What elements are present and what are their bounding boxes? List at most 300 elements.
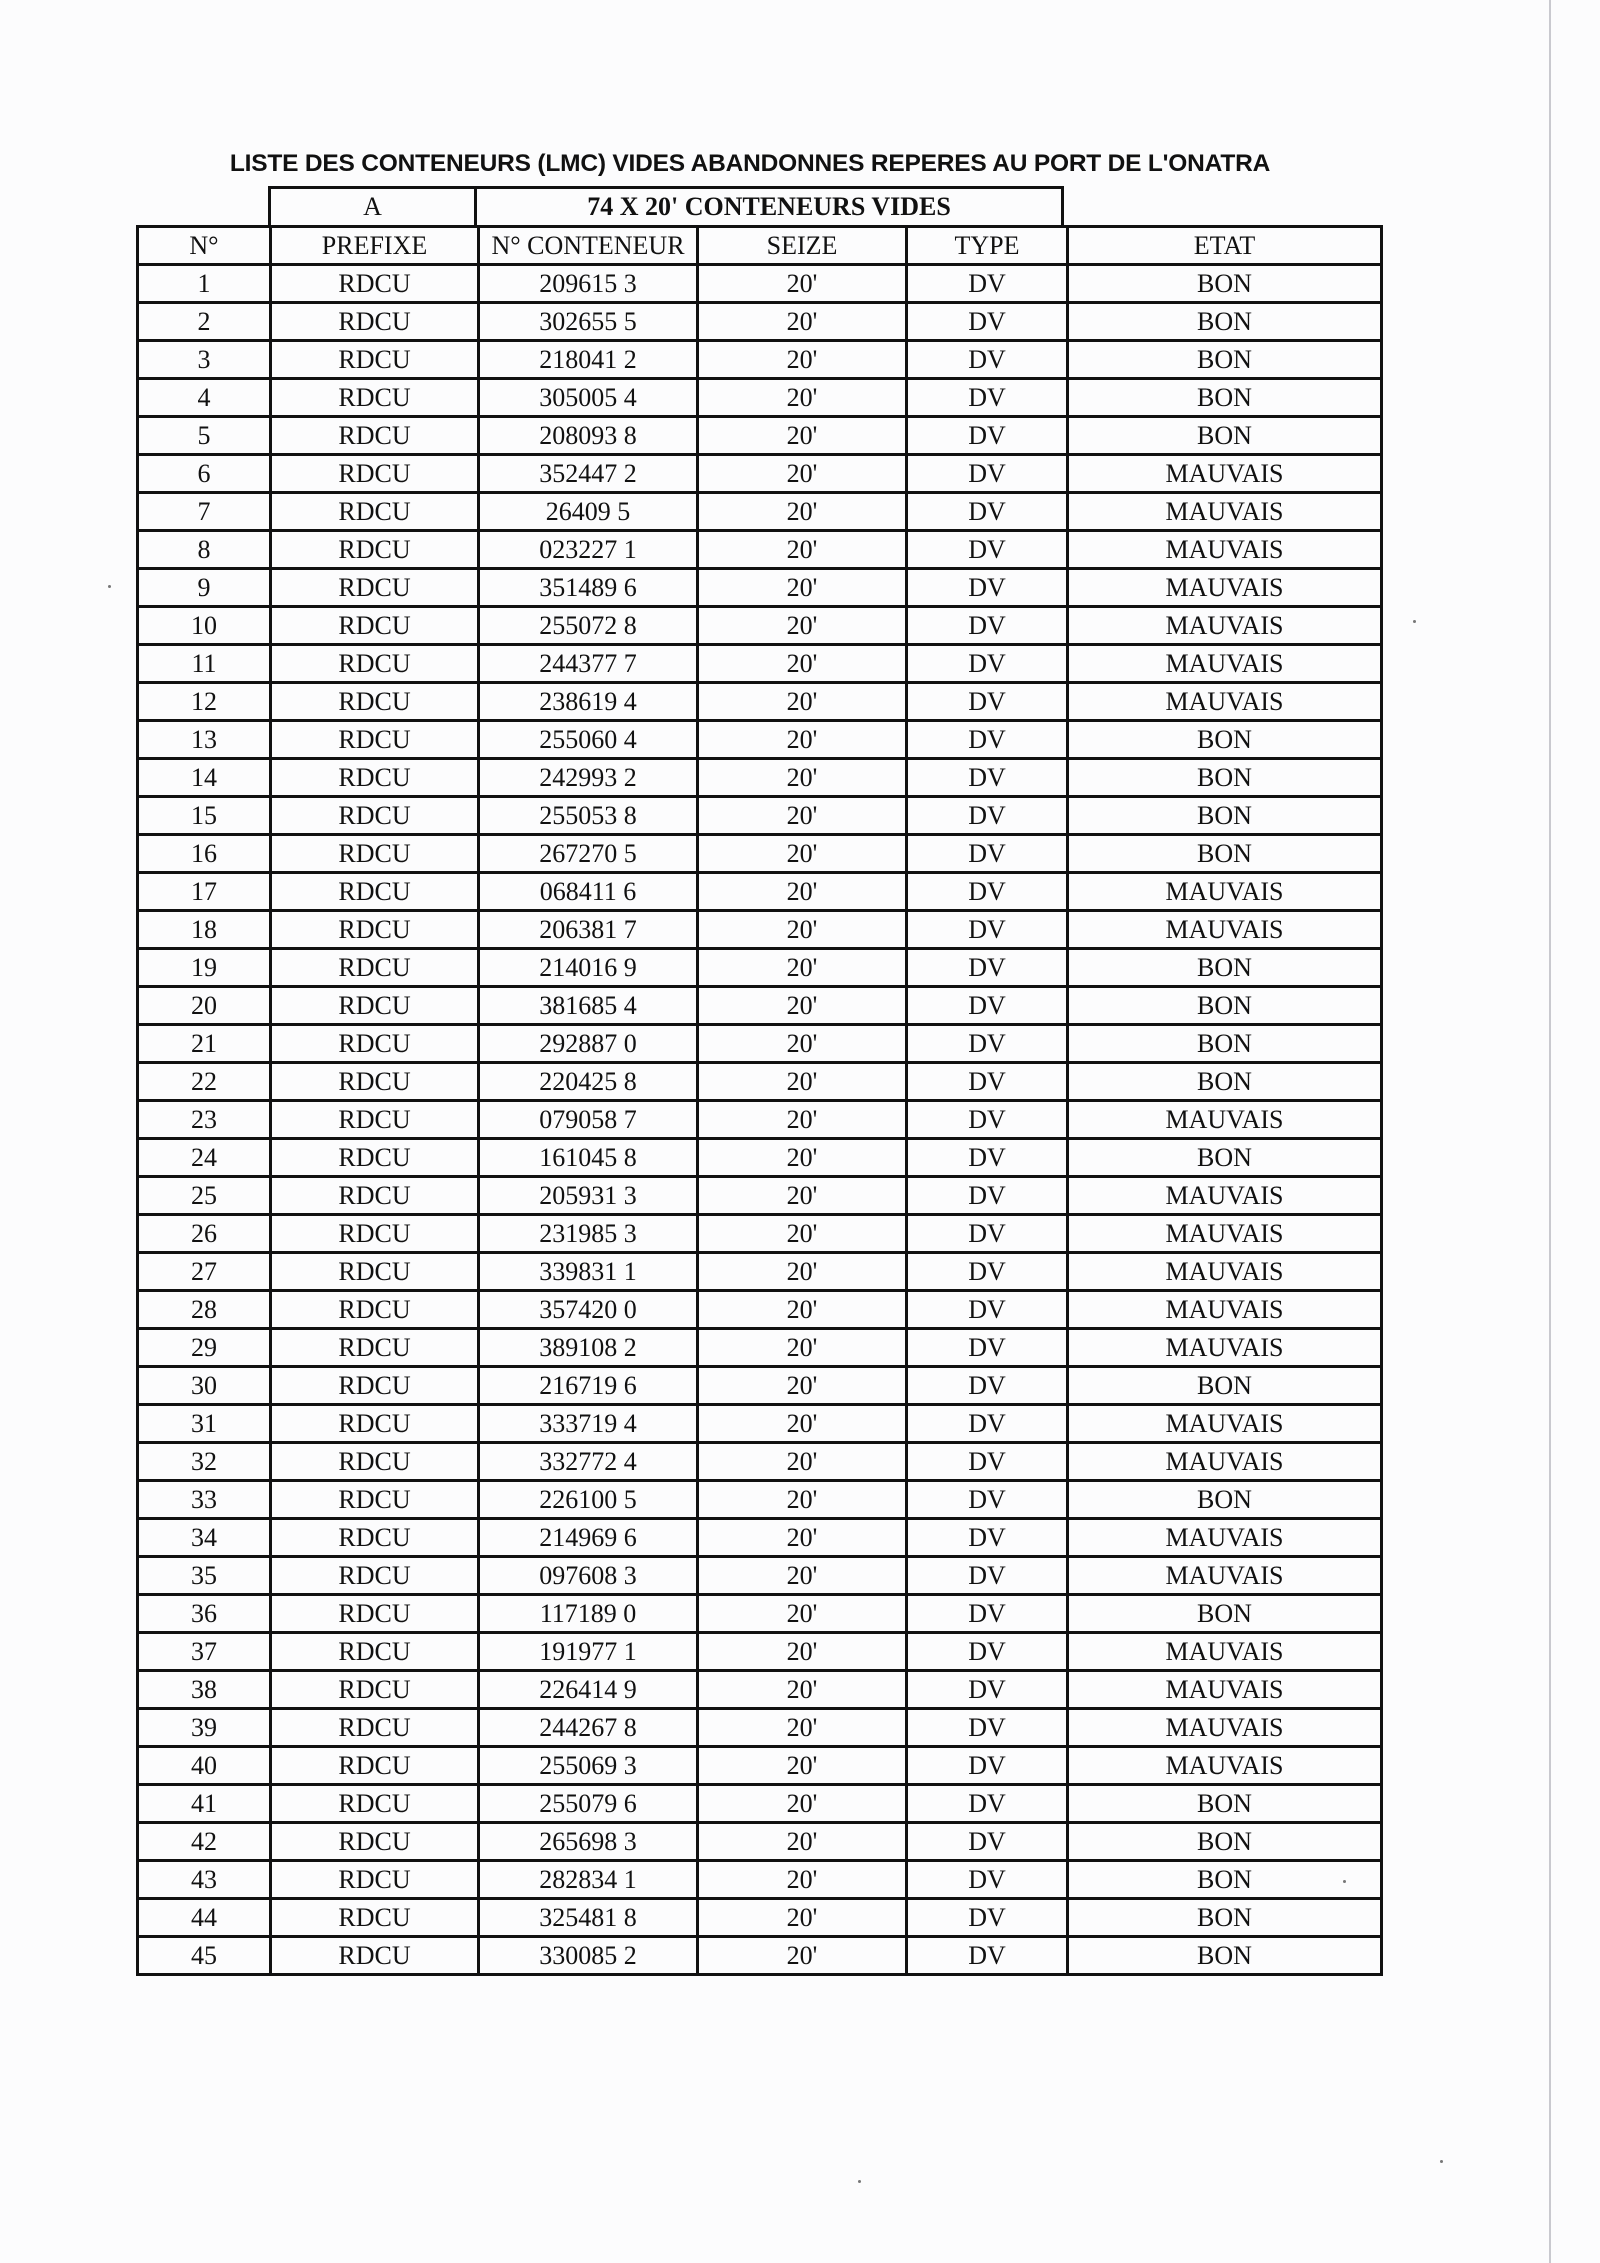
- cell-prefix: RDCU: [271, 493, 479, 531]
- cell-container-number: 226100 5: [479, 1481, 698, 1519]
- cell-row-number: 5: [138, 417, 271, 455]
- cell-type: DV: [907, 1367, 1068, 1405]
- cell-prefix: RDCU: [271, 531, 479, 569]
- cell-type: DV: [907, 759, 1068, 797]
- cell-state: BON: [1068, 759, 1382, 797]
- cell-row-number: 36: [138, 1595, 271, 1633]
- cell-state: MAUVAIS: [1068, 683, 1382, 721]
- col-header-prefix: PREFIXE: [271, 227, 479, 265]
- col-header-container-number: N° CONTENEUR: [479, 227, 698, 265]
- cell-size: 20': [698, 493, 907, 531]
- cell-state: BON: [1068, 379, 1382, 417]
- cell-container-number: 333719 4: [479, 1405, 698, 1443]
- cell-state: MAUVAIS: [1068, 455, 1382, 493]
- cell-size: 20': [698, 455, 907, 493]
- cell-type: DV: [907, 1063, 1068, 1101]
- cell-container-number: 282834 1: [479, 1861, 698, 1899]
- table-row: [138, 265, 1382, 303]
- cell-row-number: 12: [138, 683, 271, 721]
- table-row: [138, 493, 1382, 531]
- cell-state: BON: [1068, 1899, 1382, 1937]
- cell-state: BON: [1068, 949, 1382, 987]
- cell-row-number: 41: [138, 1785, 271, 1823]
- cell-prefix: RDCU: [271, 303, 479, 341]
- cell-row-number: 26: [138, 1215, 271, 1253]
- cell-container-number: 208093 8: [479, 417, 698, 455]
- cell-state: BON: [1068, 1861, 1382, 1899]
- cell-state: MAUVAIS: [1068, 569, 1382, 607]
- cell-size: 20': [698, 1823, 907, 1861]
- cell-size: 20': [698, 759, 907, 797]
- cell-size: 20': [698, 303, 907, 341]
- cell-prefix: RDCU: [271, 417, 479, 455]
- cell-type: DV: [907, 1595, 1068, 1633]
- cell-state: BON: [1068, 265, 1382, 303]
- cell-prefix: RDCU: [271, 1253, 479, 1291]
- cell-type: DV: [907, 911, 1068, 949]
- cell-container-number: 117189 0: [479, 1595, 698, 1633]
- cell-type: DV: [907, 1671, 1068, 1709]
- cell-prefix: RDCU: [271, 1557, 479, 1595]
- cell-size: 20': [698, 1101, 907, 1139]
- cell-type: DV: [907, 455, 1068, 493]
- group-header-a: A: [268, 186, 477, 225]
- cell-type: DV: [907, 721, 1068, 759]
- cell-container-number: 352447 2: [479, 455, 698, 493]
- cell-state: MAUVAIS: [1068, 873, 1382, 911]
- cell-prefix: RDCU: [271, 1215, 479, 1253]
- table-row: [138, 1443, 1382, 1481]
- cell-container-number: 292887 0: [479, 1025, 698, 1063]
- cell-container-number: 238619 4: [479, 683, 698, 721]
- cell-size: 20': [698, 873, 907, 911]
- cell-size: 20': [698, 341, 907, 379]
- cell-type: DV: [907, 645, 1068, 683]
- cell-type: DV: [907, 531, 1068, 569]
- cell-size: 20': [698, 1215, 907, 1253]
- col-header-state: ETAT: [1068, 227, 1382, 265]
- group-header-containers: 74 X 20' CONTENEURS VIDES: [474, 186, 1064, 225]
- cell-type: DV: [907, 379, 1068, 417]
- cell-container-number: 244267 8: [479, 1709, 698, 1747]
- cell-row-number: 38: [138, 1671, 271, 1709]
- cell-type: DV: [907, 569, 1068, 607]
- cell-prefix: RDCU: [271, 1481, 479, 1519]
- cell-prefix: RDCU: [271, 1443, 479, 1481]
- cell-type: DV: [907, 1443, 1068, 1481]
- cell-state: MAUVAIS: [1068, 1443, 1382, 1481]
- cell-container-number: 216719 6: [479, 1367, 698, 1405]
- table-row: [138, 987, 1382, 1025]
- cell-size: 20': [698, 797, 907, 835]
- cell-container-number: 209615 3: [479, 265, 698, 303]
- cell-state: MAUVAIS: [1068, 1253, 1382, 1291]
- cell-state: BON: [1068, 797, 1382, 835]
- cell-type: DV: [907, 873, 1068, 911]
- table-row: [138, 379, 1382, 417]
- cell-type: DV: [907, 1557, 1068, 1595]
- cell-type: DV: [907, 835, 1068, 873]
- cell-row-number: 17: [138, 873, 271, 911]
- cell-type: DV: [907, 1633, 1068, 1671]
- table-row: [138, 797, 1382, 835]
- cell-type: DV: [907, 493, 1068, 531]
- cell-type: DV: [907, 1177, 1068, 1215]
- cell-row-number: 21: [138, 1025, 271, 1063]
- cell-prefix: RDCU: [271, 873, 479, 911]
- cell-state: MAUVAIS: [1068, 1633, 1382, 1671]
- cell-row-number: 22: [138, 1063, 271, 1101]
- cell-container-number: 325481 8: [479, 1899, 698, 1937]
- cell-row-number: 15: [138, 797, 271, 835]
- cell-state: MAUVAIS: [1068, 1177, 1382, 1215]
- cell-container-number: 255079 6: [479, 1785, 698, 1823]
- table-row: [138, 1595, 1382, 1633]
- cell-prefix: RDCU: [271, 683, 479, 721]
- table-row: [138, 1291, 1382, 1329]
- cell-container-number: 255053 8: [479, 797, 698, 835]
- cell-container-number: 205931 3: [479, 1177, 698, 1215]
- cell-type: DV: [907, 1937, 1068, 1975]
- cell-state: MAUVAIS: [1068, 1747, 1382, 1785]
- cell-row-number: 35: [138, 1557, 271, 1595]
- cell-type: DV: [907, 683, 1068, 721]
- cell-container-number: 079058 7: [479, 1101, 698, 1139]
- table-header-row: [138, 227, 1382, 265]
- page-edge: [1549, 0, 1551, 2263]
- cell-container-number: 242993 2: [479, 759, 698, 797]
- cell-state: MAUVAIS: [1068, 1709, 1382, 1747]
- table-row: [138, 455, 1382, 493]
- table-row: [138, 531, 1382, 569]
- cell-state: MAUVAIS: [1068, 911, 1382, 949]
- table-row: [138, 569, 1382, 607]
- cell-container-number: 330085 2: [479, 1937, 698, 1975]
- cell-prefix: RDCU: [271, 911, 479, 949]
- cell-row-number: 25: [138, 1177, 271, 1215]
- cell-container-number: 161045 8: [479, 1139, 698, 1177]
- cell-size: 20': [698, 1709, 907, 1747]
- cell-row-number: 16: [138, 835, 271, 873]
- cell-row-number: 32: [138, 1443, 271, 1481]
- scan-speck: [858, 2180, 861, 2183]
- cell-container-number: 357420 0: [479, 1291, 698, 1329]
- table-row: [138, 1405, 1382, 1443]
- cell-state: BON: [1068, 835, 1382, 873]
- table-row: [138, 1139, 1382, 1177]
- cell-prefix: RDCU: [271, 379, 479, 417]
- cell-row-number: 44: [138, 1899, 271, 1937]
- cell-type: DV: [907, 987, 1068, 1025]
- cell-container-number: 332772 4: [479, 1443, 698, 1481]
- cell-state: BON: [1068, 1481, 1382, 1519]
- cell-container-number: 26409 5: [479, 493, 698, 531]
- table-row: [138, 1633, 1382, 1671]
- cell-type: DV: [907, 1139, 1068, 1177]
- scan-speck: [108, 585, 111, 588]
- cell-type: DV: [907, 303, 1068, 341]
- cell-container-number: 023227 1: [479, 531, 698, 569]
- cell-row-number: 34: [138, 1519, 271, 1557]
- cell-prefix: RDCU: [271, 721, 479, 759]
- table-row: [138, 417, 1382, 455]
- cell-prefix: RDCU: [271, 341, 479, 379]
- cell-row-number: 29: [138, 1329, 271, 1367]
- cell-state: BON: [1068, 341, 1382, 379]
- table-row: [138, 1063, 1382, 1101]
- cell-container-number: 255060 4: [479, 721, 698, 759]
- cell-prefix: RDCU: [271, 1329, 479, 1367]
- cell-size: 20': [698, 1405, 907, 1443]
- cell-container-number: 226414 9: [479, 1671, 698, 1709]
- cell-state: MAUVAIS: [1068, 1557, 1382, 1595]
- cell-container-number: 381685 4: [479, 987, 698, 1025]
- cell-state: BON: [1068, 987, 1382, 1025]
- table-row: [138, 1557, 1382, 1595]
- cell-size: 20': [698, 683, 907, 721]
- cell-state: BON: [1068, 1595, 1382, 1633]
- cell-size: 20': [698, 1519, 907, 1557]
- cell-state: BON: [1068, 303, 1382, 341]
- cell-type: DV: [907, 949, 1068, 987]
- cell-prefix: RDCU: [271, 1519, 479, 1557]
- cell-state: BON: [1068, 1785, 1382, 1823]
- cell-size: 20': [698, 1329, 907, 1367]
- cell-prefix: RDCU: [271, 455, 479, 493]
- cell-type: DV: [907, 797, 1068, 835]
- cell-container-number: 231985 3: [479, 1215, 698, 1253]
- table-row: [138, 303, 1382, 341]
- cell-prefix: RDCU: [271, 1139, 479, 1177]
- cell-size: 20': [698, 645, 907, 683]
- cell-size: 20': [698, 1443, 907, 1481]
- cell-size: 20': [698, 987, 907, 1025]
- cell-row-number: 45: [138, 1937, 271, 1975]
- cell-type: DV: [907, 1519, 1068, 1557]
- cell-type: DV: [907, 1709, 1068, 1747]
- cell-container-number: 302655 5: [479, 303, 698, 341]
- cell-size: 20': [698, 1937, 907, 1975]
- cell-state: BON: [1068, 721, 1382, 759]
- cell-state: BON: [1068, 1025, 1382, 1063]
- cell-row-number: 31: [138, 1405, 271, 1443]
- cell-row-number: 20: [138, 987, 271, 1025]
- table-row: [138, 1823, 1382, 1861]
- cell-state: BON: [1068, 1367, 1382, 1405]
- cell-container-number: 255069 3: [479, 1747, 698, 1785]
- cell-prefix: RDCU: [271, 1595, 479, 1633]
- cell-container-number: 267270 5: [479, 835, 698, 873]
- cell-state: BON: [1068, 1823, 1382, 1861]
- cell-container-number: 265698 3: [479, 1823, 698, 1861]
- cell-container-number: 305005 4: [479, 379, 698, 417]
- cell-prefix: RDCU: [271, 835, 479, 873]
- table-row: [138, 721, 1382, 759]
- cell-size: 20': [698, 417, 907, 455]
- cell-row-number: 42: [138, 1823, 271, 1861]
- cell-prefix: RDCU: [271, 1025, 479, 1063]
- cell-prefix: RDCU: [271, 1101, 479, 1139]
- cell-prefix: RDCU: [271, 1709, 479, 1747]
- scan-speck: [1343, 1880, 1346, 1883]
- cell-row-number: 33: [138, 1481, 271, 1519]
- col-header-number: N°: [138, 227, 271, 265]
- cell-state: BON: [1068, 1063, 1382, 1101]
- cell-size: 20': [698, 1139, 907, 1177]
- cell-size: 20': [698, 1367, 907, 1405]
- cell-state: MAUVAIS: [1068, 1101, 1382, 1139]
- cell-prefix: RDCU: [271, 1937, 479, 1975]
- table-row: [138, 645, 1382, 683]
- cell-state: MAUVAIS: [1068, 531, 1382, 569]
- cell-type: DV: [907, 1291, 1068, 1329]
- cell-type: DV: [907, 1899, 1068, 1937]
- cell-prefix: RDCU: [271, 1823, 479, 1861]
- cell-row-number: 37: [138, 1633, 271, 1671]
- cell-prefix: RDCU: [271, 1671, 479, 1709]
- cell-row-number: 40: [138, 1747, 271, 1785]
- table-row: [138, 911, 1382, 949]
- cell-row-number: 1: [138, 265, 271, 303]
- cell-row-number: 14: [138, 759, 271, 797]
- cell-size: 20': [698, 1063, 907, 1101]
- cell-size: 20': [698, 607, 907, 645]
- cell-row-number: 3: [138, 341, 271, 379]
- cell-state: BON: [1068, 1139, 1382, 1177]
- cell-prefix: RDCU: [271, 607, 479, 645]
- cell-prefix: RDCU: [271, 759, 479, 797]
- cell-prefix: RDCU: [271, 1899, 479, 1937]
- cell-type: DV: [907, 1215, 1068, 1253]
- cell-size: 20': [698, 1253, 907, 1291]
- scan-speck: [1413, 620, 1416, 623]
- cell-state: MAUVAIS: [1068, 645, 1382, 683]
- table-row: [138, 759, 1382, 797]
- cell-type: DV: [907, 417, 1068, 455]
- cell-container-number: 351489 6: [479, 569, 698, 607]
- cell-state: MAUVAIS: [1068, 1405, 1382, 1443]
- table-row: [138, 1253, 1382, 1291]
- cell-type: DV: [907, 1785, 1068, 1823]
- col-header-type: TYPE: [907, 227, 1068, 265]
- cell-prefix: RDCU: [271, 645, 479, 683]
- cell-container-number: 389108 2: [479, 1329, 698, 1367]
- cell-container-number: 097608 3: [479, 1557, 698, 1595]
- cell-type: DV: [907, 1025, 1068, 1063]
- cell-prefix: RDCU: [271, 1177, 479, 1215]
- table-row: [138, 1215, 1382, 1253]
- table-row: [138, 1519, 1382, 1557]
- table-row: [138, 1481, 1382, 1519]
- table-row: [138, 1101, 1382, 1139]
- container-table: [136, 225, 1383, 1976]
- cell-size: 20': [698, 1025, 907, 1063]
- cell-container-number: 214016 9: [479, 949, 698, 987]
- table-row: [138, 1785, 1382, 1823]
- cell-size: 20': [698, 531, 907, 569]
- table-row: [138, 341, 1382, 379]
- table-row: [138, 949, 1382, 987]
- cell-type: DV: [907, 1405, 1068, 1443]
- cell-row-number: 10: [138, 607, 271, 645]
- cell-size: 20': [698, 949, 907, 987]
- cell-type: DV: [907, 607, 1068, 645]
- table-row: [138, 1861, 1382, 1899]
- cell-row-number: 43: [138, 1861, 271, 1899]
- cell-row-number: 4: [138, 379, 271, 417]
- cell-size: 20': [698, 1671, 907, 1709]
- cell-state: MAUVAIS: [1068, 1329, 1382, 1367]
- cell-type: DV: [907, 1823, 1068, 1861]
- cell-row-number: 13: [138, 721, 271, 759]
- cell-row-number: 6: [138, 455, 271, 493]
- cell-prefix: RDCU: [271, 1747, 479, 1785]
- table-row: [138, 1671, 1382, 1709]
- cell-type: DV: [907, 1747, 1068, 1785]
- cell-size: 20': [698, 379, 907, 417]
- scan-speck: [1440, 2160, 1443, 2163]
- cell-row-number: 23: [138, 1101, 271, 1139]
- cell-size: 20': [698, 1595, 907, 1633]
- col-header-size: SEIZE: [698, 227, 907, 265]
- cell-state: MAUVAIS: [1068, 1671, 1382, 1709]
- cell-prefix: RDCU: [271, 987, 479, 1025]
- cell-prefix: RDCU: [271, 1785, 479, 1823]
- cell-prefix: RDCU: [271, 1633, 479, 1671]
- cell-row-number: 2: [138, 303, 271, 341]
- cell-type: DV: [907, 1101, 1068, 1139]
- cell-prefix: RDCU: [271, 1405, 479, 1443]
- cell-row-number: 18: [138, 911, 271, 949]
- cell-state: MAUVAIS: [1068, 1519, 1382, 1557]
- cell-prefix: RDCU: [271, 1063, 479, 1101]
- table-row: [138, 1709, 1382, 1747]
- cell-row-number: 28: [138, 1291, 271, 1329]
- table-row: [138, 1747, 1382, 1785]
- cell-size: 20': [698, 1785, 907, 1823]
- cell-row-number: 19: [138, 949, 271, 987]
- cell-size: 20': [698, 569, 907, 607]
- cell-row-number: 30: [138, 1367, 271, 1405]
- cell-size: 20': [698, 1557, 907, 1595]
- table-row: [138, 1937, 1382, 1975]
- cell-container-number: 218041 2: [479, 341, 698, 379]
- cell-size: 20': [698, 1861, 907, 1899]
- cell-row-number: 39: [138, 1709, 271, 1747]
- cell-prefix: RDCU: [271, 569, 479, 607]
- cell-state: MAUVAIS: [1068, 1215, 1382, 1253]
- cell-row-number: 9: [138, 569, 271, 607]
- cell-container-number: 255072 8: [479, 607, 698, 645]
- cell-size: 20': [698, 265, 907, 303]
- cell-container-number: 206381 7: [479, 911, 698, 949]
- cell-prefix: RDCU: [271, 949, 479, 987]
- table-row: [138, 835, 1382, 873]
- cell-size: 20': [698, 835, 907, 873]
- cell-state: BON: [1068, 417, 1382, 455]
- cell-row-number: 7: [138, 493, 271, 531]
- cell-size: 20': [698, 1481, 907, 1519]
- cell-type: DV: [907, 1861, 1068, 1899]
- cell-row-number: 8: [138, 531, 271, 569]
- cell-prefix: RDCU: [271, 797, 479, 835]
- cell-container-number: 339831 1: [479, 1253, 698, 1291]
- cell-prefix: RDCU: [271, 265, 479, 303]
- table-row: [138, 1177, 1382, 1215]
- cell-container-number: 244377 7: [479, 645, 698, 683]
- cell-row-number: 11: [138, 645, 271, 683]
- table-row: [138, 873, 1382, 911]
